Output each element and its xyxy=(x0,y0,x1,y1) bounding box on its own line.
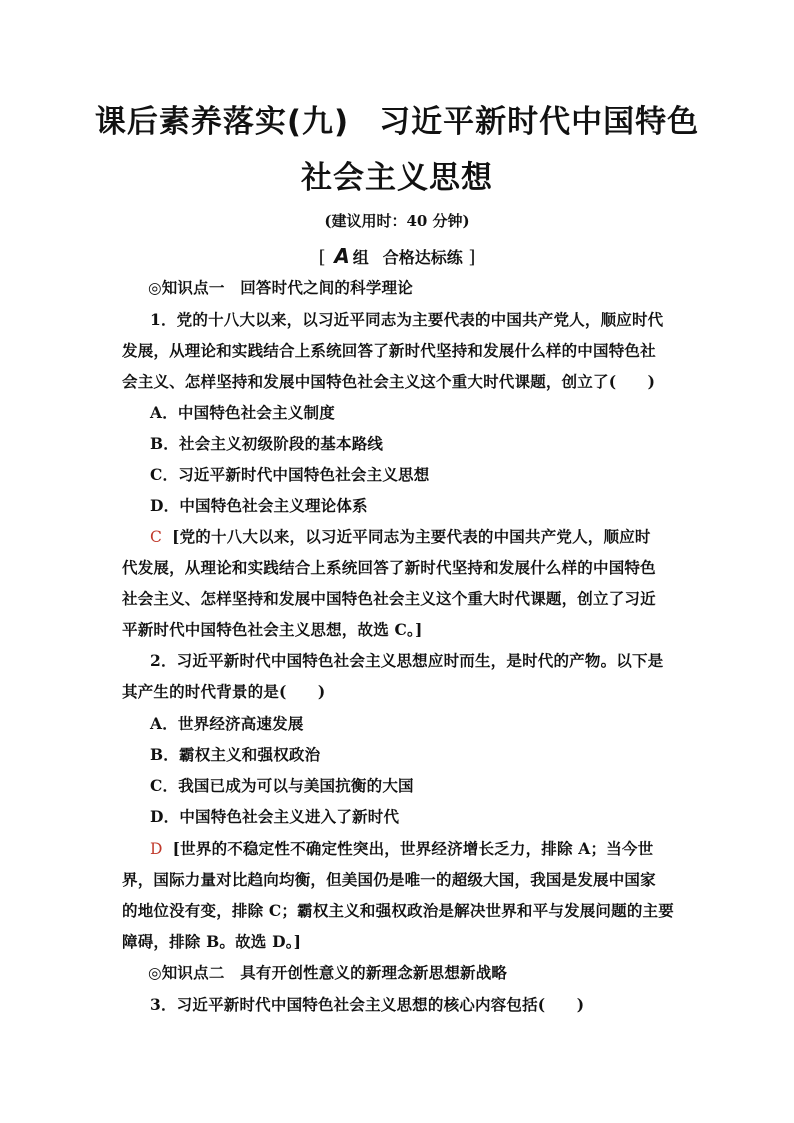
group-close-bracket: ] xyxy=(468,247,476,268)
question-2-line-2: 其产生的时代背景的是( ) xyxy=(122,682,326,701)
answer-1-line-2: 代发展，从理论和实践结合上系统回答了新时代坚持和发展什么样的中国特色 xyxy=(122,558,656,577)
answer-1-line-3: 社会主义、怎样坚持和发展中国特色社会主义这个重大时代课题，创立了习近 xyxy=(122,589,656,608)
group-open-bracket: [ xyxy=(318,247,326,268)
answer-2-line-2: 界，国际力量对比趋向均衡，但美国仍是唯一的超级大国，我国是发展中国家 xyxy=(122,870,656,889)
knowledge-point-2: ◎知识点二 具有开创性意义的新理念新思想新战略 xyxy=(148,963,508,982)
question-1-line-2: 发展，从理论和实践结合上系统回答了新时代坚持和发展什么样的中国特色社 xyxy=(122,341,656,360)
question-2-option-c: C．我国已成为可以与美国抗衡的大国 xyxy=(150,776,414,795)
question-1-option-d: D．中国特色社会主义理论体系 xyxy=(150,496,368,515)
question-3-line-1: 3．习近平新时代中国特色社会主义思想的核心内容包括( ) xyxy=(150,995,585,1014)
answer-2-line-1 xyxy=(122,839,705,859)
answer-1-text: [党的十八大以来，以习近平同志为主要代表的中国共产党人，顺应时 xyxy=(172,527,651,546)
title-part-1: 课后素养落实(九) xyxy=(94,104,350,140)
answer-2-text: [世界的不稳定性不确定性突出，世界经济增长乏力，排除 A；当今世 xyxy=(172,839,654,858)
group-badge-icon: A xyxy=(334,244,350,268)
answer-1-line-4: 平新时代中国特色社会主义思想，故选 C。] xyxy=(122,620,423,639)
page-title-line-2: 社会主义思想 xyxy=(301,160,493,196)
group-title: 合格达标练 xyxy=(382,248,463,267)
question-1-option-c: C．习近平新时代中国特色社会主义思想 xyxy=(150,465,430,484)
answer-2-line-3: 的地位没有变，排除 C；霸权主义和强权政治是解决世界和平与发展问题的主要 xyxy=(122,901,674,920)
question-2-option-a: A．世界经济高速发展 xyxy=(150,714,304,733)
question-1-line-3: 会主义、怎样坚持和发展中国特色社会主义这个重大时代课题，创立了( ) xyxy=(122,372,656,391)
question-2-option-b: B．霸权主义和强权政治 xyxy=(150,745,321,764)
question-2-line-1: 2．习近平新时代中国特色社会主义思想应时而生，是时代的产物。以下是 xyxy=(150,651,664,670)
answer-2-letter: D xyxy=(150,840,163,858)
question-1-option-b: B．社会主义初级阶段的基本路线 xyxy=(150,434,384,453)
page-title-line-1 xyxy=(0,96,794,141)
suggested-time: (建议用时：40 分钟) xyxy=(324,212,470,230)
question-1-line-1: 1．党的十八大以来，以习近平同志为主要代表的中国共产党人，顺应时代 xyxy=(150,310,664,329)
answer-2-line-4: 障碍，排除 B。故选 D。] xyxy=(122,932,302,951)
group-label: 组 xyxy=(352,248,369,267)
question-1-option-a: A．中国特色社会主义制度 xyxy=(150,403,335,422)
answer-1-line-1 xyxy=(122,527,705,547)
group-header xyxy=(0,244,794,268)
question-2-option-d: D．中国特色社会主义进入了新时代 xyxy=(150,807,400,826)
title-part-2: 习近平新时代中国特色 xyxy=(379,104,700,140)
knowledge-point-1: ◎知识点一 回答时代之间的科学理论 xyxy=(148,278,413,297)
answer-1-letter: C xyxy=(150,528,163,546)
